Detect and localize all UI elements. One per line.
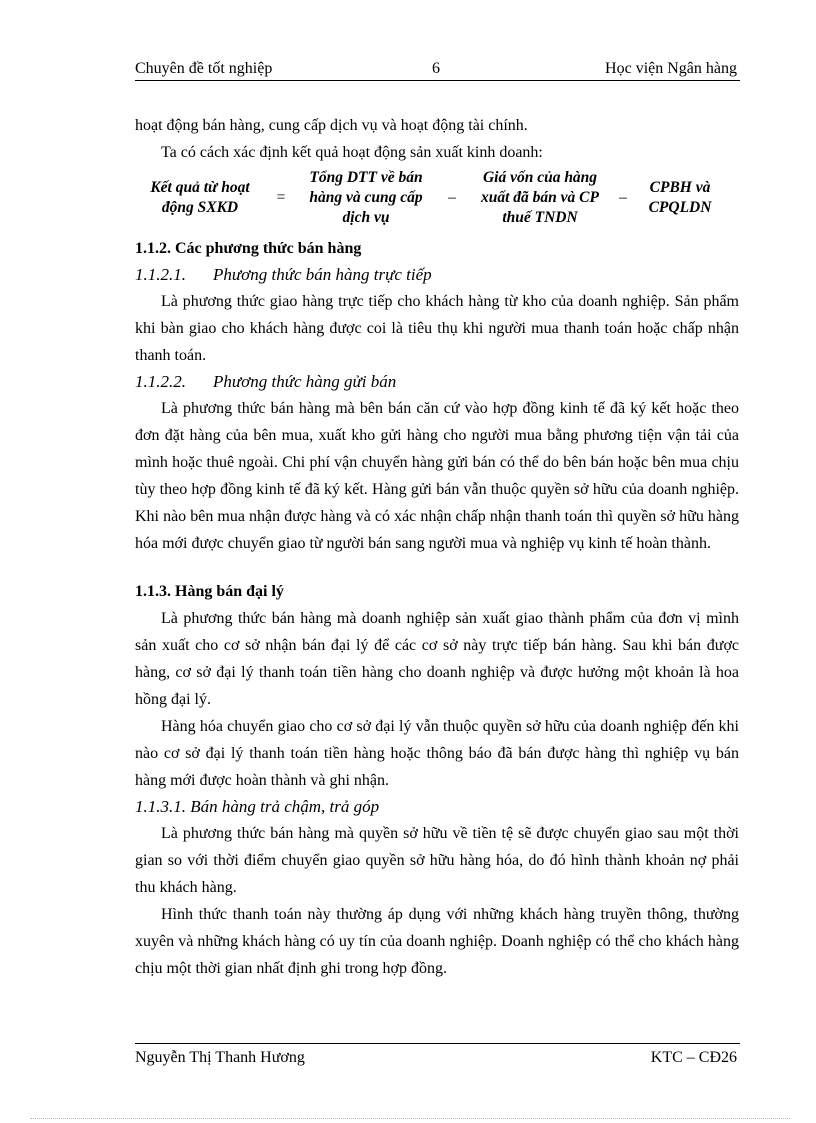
paragraph: Hình thức thanh toán này thường áp dụng với những khách hàng truyền thông, thường xuyên và những khách hàng có uy tín của doanh nghiệp. Doanh nghiệp có thể cho khách hàng chịu một thời gian nhất định ghi trong hợp đồng. (135, 906, 739, 977)
formula-operator: = (276, 189, 286, 206)
paragraph: Là phương thức bán hàng mà bên bán căn cứ vào hợp đồng kinh tế đã ký kết hoặc theo đơn đặt hàng của bên mua, xuất kho gửi hàng cho người mua bằng phương tiện vận tải của mình hoặc thuê ngoài. Chi phí vận chuyển hàng gửi bán có thể do bên bán hoặc bên mua chịu tùy theo hợp đồng kinh tế đã ký kết. Hàng gửi bán vẫn thuộc quyền sở hữu của doanh nghiệp. Khi nào bên mua nhận được hàng và có xác nhận chấp nhận thanh toán thì quyền sở hữu hàng hóa mới được chuyển giao từ người bán sang người mua và nghiệp vụ kinh tế hoàn thành. (135, 400, 739, 552)
formula-term: CPBH và CPQLDN (648, 179, 712, 216)
formula (135, 166, 739, 230)
paragraph: hoạt động bán hàng, cung cấp dịch vụ và hoạt động tài chính. (135, 117, 528, 134)
formula-term: Kết quả từ hoạt động SXKD (150, 179, 250, 216)
paragraph: Là phương thức giao hàng trực tiếp cho khách hàng từ kho của doanh nghiệp. Sản phẩm khi bàn giao cho khách hàng được coi là tiêu thụ khi người mua thanh toán hoặc chấp nhận thanh toán. (135, 293, 739, 364)
page-edge-divider (30, 1118, 790, 1119)
page-header (135, 58, 740, 81)
page-body (135, 112, 739, 982)
subsection-heading: 1.1.3.1. Bán hàng trả chậm, trả góp (135, 797, 380, 816)
header-institution: Học viện Ngân hàng (605, 60, 737, 77)
paragraph: Là phương thức bán hàng mà doanh nghiệp sản xuất giao thành phẩm của đơn vị mình sản xuất cho cơ sở nhận bán đại lý để các cơ sở này trực tiếp bán hàng. Sau khi bán được hàng, cơ sở đại lý thanh toán tiền hàng cho doanh nghiệp và được hưởng một khoản là hoa hồng đại lý. (135, 610, 739, 708)
section-heading: 1.1.2. Các phương thức bán hàng (135, 240, 362, 257)
header-title: Chuyên đề tốt nghiệp (135, 60, 273, 77)
subsection-number: 1.1.2.2. (135, 372, 186, 391)
subsection-title: Phương thức bán hàng trực tiếp (213, 265, 432, 284)
formula-term: Tổng DTT về bán hàng và cung cấp dịch vụ (309, 169, 423, 226)
paragraph: Hàng hóa chuyển giao cho cơ sở đại lý vẫn thuộc quyền sở hữu của doanh nghiệp đến khi nào cơ sở đại lý thanh toán tiền hàng hoặc thông báo đã bán được hàng thì nghiệp vụ bán hàng mới được hoàn thành và ghi nhận. (135, 718, 739, 789)
paragraph: Là phương thức bán hàng mà quyền sở hữu về tiền tệ sẽ được chuyển giao sau một thời gian so với thời điểm chuyển giao quyền sở hữu hàng hóa, do đó hình thành khoản nợ phải thu khách hàng. (135, 825, 739, 896)
page-footer (135, 1043, 740, 1066)
footer-author: Nguyễn Thị Thanh Hương (135, 1049, 305, 1066)
subsection-title: Phương thức hàng gửi bán (213, 372, 397, 391)
page-number: 6 (432, 60, 440, 77)
paragraph: Ta có cách xác định kết quả hoạt động sản xuất kinh doanh: (161, 144, 543, 161)
footer-class-code: KTC – CĐ26 (650, 1049, 737, 1066)
formula-operator: – (619, 189, 627, 206)
formula-operator: – (448, 189, 456, 206)
subsection-number: 1.1.2.1. (135, 265, 186, 284)
formula-term: Giá vốn của hàng xuất đã bán và CP thuế TNDN (481, 169, 599, 226)
subsection-heading (135, 262, 739, 288)
subsection-heading (135, 369, 739, 395)
spacer (135, 557, 739, 577)
section-heading: 1.1.3. Hàng bán đại lý (135, 583, 284, 600)
